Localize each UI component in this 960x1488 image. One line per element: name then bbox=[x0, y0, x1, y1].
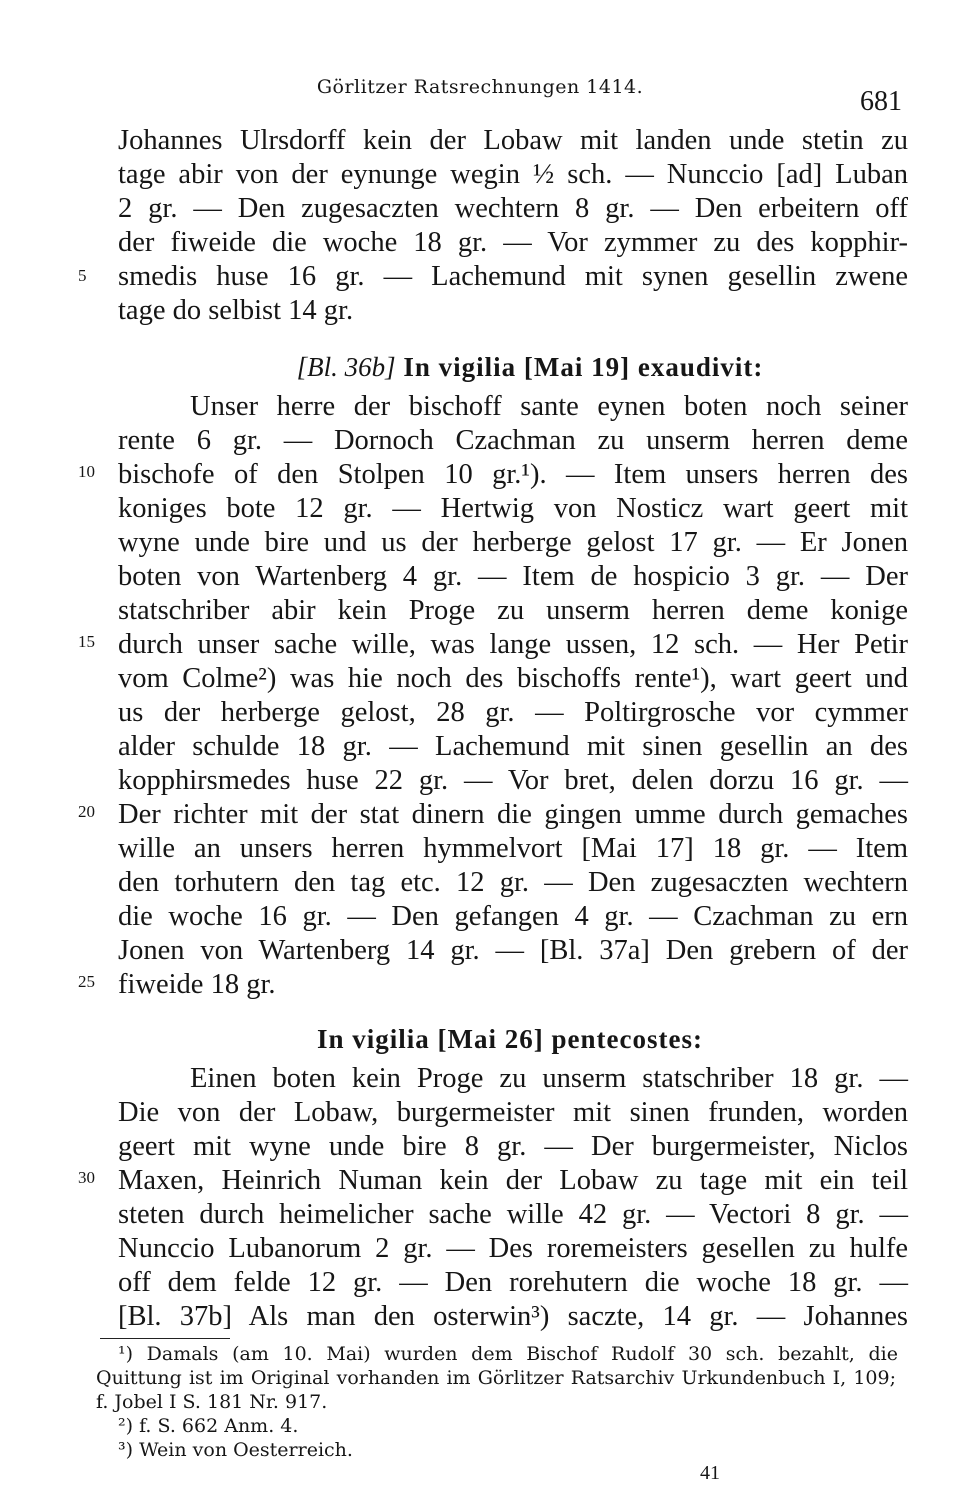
text-line: wille an unsers herren hymmelvort [Mai 17] 18 gr. — Item bbox=[118, 833, 908, 864]
text-line: Die von der Lobaw, burgermeister mit sinen frunden, worden bbox=[118, 1097, 908, 1128]
footnote-2: ²) f. S. 662 Anm. 4. bbox=[118, 1415, 299, 1437]
line-number: 20 bbox=[78, 802, 95, 821]
text-line: durch unser sache wille, was lange ussen, 12 sch. — Her Petir bbox=[118, 629, 908, 660]
printer-signature: 41 bbox=[700, 1462, 720, 1484]
text-line: bischofe of den Stolpen 10 gr.¹). — Item unsers herren des bbox=[118, 459, 908, 490]
line-number: 25 bbox=[78, 972, 95, 991]
text-line: statschriber abir kein Proge zu unserm herren deme konige bbox=[118, 595, 908, 626]
text-line: us der herberge gelost, 28 gr. — Poltirgrosche vor cymmer bbox=[118, 697, 908, 728]
line-number: 15 bbox=[78, 632, 95, 651]
text-line: 2 gr. — Den zugesaczten wechtern 8 gr. — Den erbeitern off bbox=[118, 193, 908, 224]
folio-reference: [Bl. 36b] bbox=[296, 352, 396, 382]
footnote-1: ¹) Damals (am 10. Mai) wurden dem Bischof Rudolf 30 sch. bezahlt, die bbox=[118, 1343, 898, 1365]
footnote-rule bbox=[100, 1338, 230, 1339]
text-line: off dem felde 12 gr. — Den rorehutern die woche 18 gr. — bbox=[118, 1267, 908, 1298]
text-line: tage abir von der eynunge wegin ½ sch. — Nunccio [ad] Luban bbox=[118, 159, 908, 190]
text-line: koniges bote 12 gr. — Hertwig von Nosticz wart geert mit bbox=[118, 493, 908, 524]
text-line: steten durch heimelicher sache wille 42 gr. — Vectori 8 gr. — bbox=[118, 1199, 908, 1230]
text-line: Maxen, Heinrich Numan kein der Lobaw zu tage mit ein teil bbox=[118, 1165, 908, 1196]
text-line: alder schulde 18 gr. — Lachemund mit sinen gesellin an des bbox=[118, 731, 908, 762]
text-line: vom Colme²) was hie noch des bischoffs rente¹), wart geert und bbox=[118, 663, 908, 694]
text-line: smedis huse 16 gr. — Lachemund mit synen gesellin zwene bbox=[118, 261, 908, 292]
heading-text: In vigilia [Mai 26] pentecostes: bbox=[317, 1024, 703, 1054]
text-line: Einen boten kein Proge zu unserm statschriber 18 gr. — bbox=[190, 1063, 908, 1094]
text-line: tage do selbist 14 gr. bbox=[118, 295, 354, 326]
section-heading bbox=[120, 1024, 900, 1055]
line-number: 5 bbox=[78, 266, 87, 285]
text-line: Unser herre der bischoff sante eynen boten noch seiner bbox=[190, 391, 908, 422]
footnote-1-cont: f. Jobel I S. 181 Nr. 917. bbox=[96, 1391, 328, 1413]
text-line: Der richter mit der stat dinern die gingen umme durch gemaches bbox=[118, 799, 908, 830]
text-line: wyne unde bire und us der herberge gelost 17 gr. — Er Jonen bbox=[118, 527, 908, 558]
running-title: Görlitzer Ratsrechnungen 1414. bbox=[316, 76, 644, 98]
text-line: boten von Wartenberg 4 gr. — Item de hospicio 3 gr. — Der bbox=[118, 561, 908, 592]
text-line: die woche 16 gr. — Den gefangen 4 gr. — Czachman zu ern bbox=[118, 901, 908, 932]
text-line: kopphirsmedes huse 22 gr. — Vor bret, delen dorzu 16 gr. — bbox=[118, 765, 908, 796]
footnote-3: ³) Wein von Oesterreich. bbox=[118, 1439, 353, 1461]
text-line: Johannes Ulrsdorff kein der Lobaw mit landen unde stetin zu bbox=[118, 125, 908, 156]
text-line: Jonen von Wartenberg 14 gr. — [Bl. 37a] Den grebern of der bbox=[118, 935, 908, 966]
heading-text: In vigilia [Mai 19] exaudivit: bbox=[403, 352, 764, 382]
section-heading bbox=[270, 352, 790, 383]
line-number: 30 bbox=[78, 1168, 95, 1187]
text-line: Nunccio Lubanorum 2 gr. — Des roremeisters gesellen zu hulfe bbox=[118, 1233, 908, 1264]
line-number: 10 bbox=[78, 462, 95, 481]
page-number: 681 bbox=[860, 86, 902, 117]
text-line: [Bl. 37b] Als man den osterwin³) saczte, 14 gr. — Johannes bbox=[118, 1301, 908, 1332]
footnote-1-cont: Quittung ist im Original vorhanden im Görlitzer Ratsarchiv Urkundenbuch I, 109; bbox=[96, 1367, 896, 1389]
text-line: der fiweide die woche 18 gr. — Vor zymmer zu des kopphir- bbox=[118, 227, 908, 258]
text-line: rente 6 gr. — Dornoch Czachman zu unserm herren deme bbox=[118, 425, 908, 456]
text-line: geert mit wyne unde bire 8 gr. — Der burgermeister, Niclos bbox=[118, 1131, 908, 1162]
text-line: den torhutern den tag etc. 12 gr. — Den zugesaczten wechtern bbox=[118, 867, 908, 898]
text-line: fiweide 18 gr. bbox=[118, 969, 276, 1000]
